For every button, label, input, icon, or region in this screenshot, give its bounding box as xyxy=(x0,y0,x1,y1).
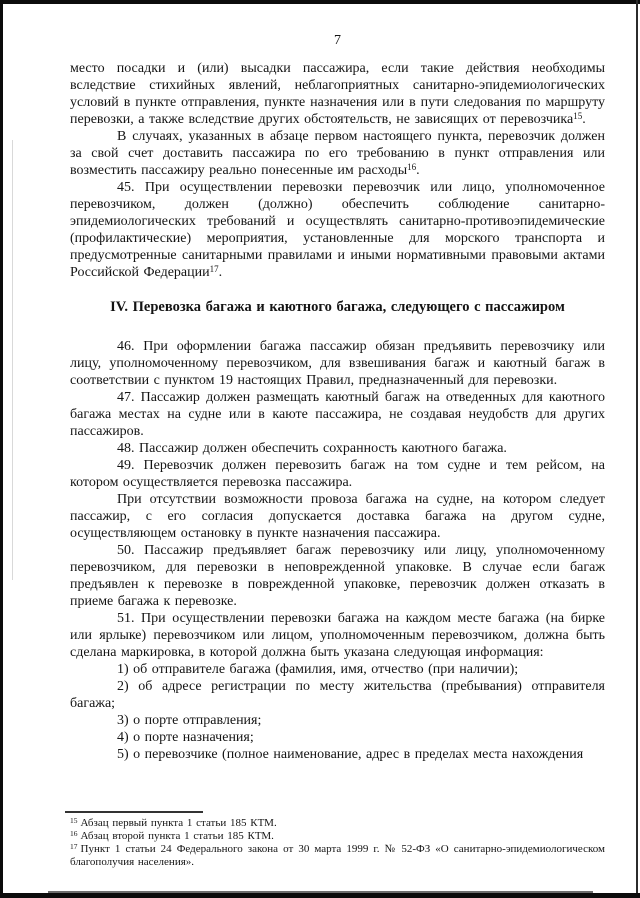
scan-border-bottom xyxy=(0,893,640,898)
paragraph-45 xyxy=(70,179,605,281)
list-item-2: 2) об адресе регистрации по месту жительства (пребывания) отправителя багажа; xyxy=(70,679,605,711)
footnote-text: Пункт 1 статьи 24 Федерального закона от 30 марта 1999 г. № 52-ФЗ «О санитарно-эпидемиологическом благополучия населения». xyxy=(70,843,605,868)
footnote-number: 17 xyxy=(70,842,78,851)
footnote-16 xyxy=(70,830,605,843)
paragraph xyxy=(70,128,605,179)
footnote-ref-17: 17 xyxy=(209,264,219,274)
footnote-text: Абзац первый пункта 1 статьи 185 КТМ. xyxy=(80,817,277,829)
scan-artifact-line xyxy=(12,140,13,580)
footnote-15 xyxy=(70,817,605,830)
paragraph-continuation xyxy=(70,60,605,128)
scan-border-top xyxy=(0,0,640,4)
list-item-4: 4) о порте назначения; xyxy=(117,730,254,745)
list-item-1: 1) об отправителе багажа (фамилия, имя, отчество (при наличии); xyxy=(117,662,519,677)
footnotes-section xyxy=(70,817,605,869)
paragraph-51: 51. При осуществлении перевозки багажа на каждом месте багажа (на бирке или ярлыке) перевозчиком или лицом, уполномоченным перевозчиком, должна быть сделана маркировка, в которой должна быть указана следующая информация: xyxy=(70,611,605,660)
footnote-ref-15: 15 xyxy=(573,111,583,121)
paragraph-text: . xyxy=(416,163,420,178)
paragraph-text: . xyxy=(582,112,586,127)
paragraph-47: 47. Пассажир должен размещать каютный багаж на отведенных для каютного багажа местах на судне или в каюте пассажира, не создавая неудобств для других пассажиров. xyxy=(70,390,605,439)
footnote-text: Абзац второй пункта 1 статьи 185 КТМ. xyxy=(80,830,274,842)
paragraph-46: 46. При оформлении багажа пассажир обязан предъявить перевозчику или лицу, уполномоченному перевозчиком, для взвешивания багаж и каютный багаж в соответствии с пунктом 19 настоящих Правил, предназначенный для перевозки. xyxy=(70,339,605,388)
scan-border-left xyxy=(0,0,3,898)
paragraph: При отсутствии возможности провоза багажа на судне, на котором следует пассажир, с его согласия допускается доставка багажа на другом судне, осуществляющем остановку в пункте назначения пассажира. xyxy=(70,492,605,541)
paragraph-48: 48. Пассажир должен обеспечить сохранность каютного багажа. xyxy=(117,441,507,456)
page-number: 7 xyxy=(334,33,341,48)
paragraph-text: 45. При осуществлении перевозки перевозчик или лицо, уполномоченное перевозчиком, должен (должно) обеспечить соблюдение санитарно-эпидемиологических требований и осуществлять санитарно-противоэпидемические (профилактические) мероприятия, установленные для морского транспорта и предусмотренные санитарными правилами и иными нормативными правовыми актами Российской Федерации xyxy=(70,180,605,280)
section-heading: IV. Перевозка багажа и каютного багажа, следующего с пассажиром xyxy=(110,299,565,315)
paragraph-text: место посадки и (или) высадки пассажира, если такие действия необходимы вследствие стихийных явлений, неблагоприятных санитарно-эпидемиологических условий в пункте отправления, пункте назначения или в пути следования по маршруту перевозки, а также вследствие других обстоятельств, не зависящих от перевозчика xyxy=(70,61,605,127)
footnote-number: 16 xyxy=(70,829,78,838)
footnote-ref-16: 16 xyxy=(407,162,417,172)
paragraph-49: 49. Перевозчик должен перевозить багаж на том судне и тем рейсом, на котором осуществляется перевозка пассажира. xyxy=(70,458,605,490)
paragraph-text: . xyxy=(218,265,223,280)
document-body xyxy=(70,60,605,763)
footnote-17 xyxy=(70,843,605,869)
scan-border-right xyxy=(636,0,638,898)
list-item-5: 5) о перевозчике (полное наименование, адрес в пределах места нахождения xyxy=(117,747,584,762)
paragraph-text: В случаях, указанных в абзаце первом настоящего пункта, перевозчик должен за свой счет доставить пассажира по его требованию в пункт отправления или возместить пассажиру реально понесенные им расходы xyxy=(70,129,605,178)
paragraph-50: 50. Пассажир предъявляет багаж перевозчику или лицу, уполномоченному перевозчиком, для перевозки в неповрежденной упаковке. В случае если багаж предъявлен к перевозке в поврежденной упаковке, перевозчик должен отказать в приеме багажа к перевозке. xyxy=(70,543,605,609)
footnote-number: 15 xyxy=(70,816,78,825)
list-item-3: 3) о порте отправления; xyxy=(117,713,262,728)
footnote-divider xyxy=(65,811,203,813)
